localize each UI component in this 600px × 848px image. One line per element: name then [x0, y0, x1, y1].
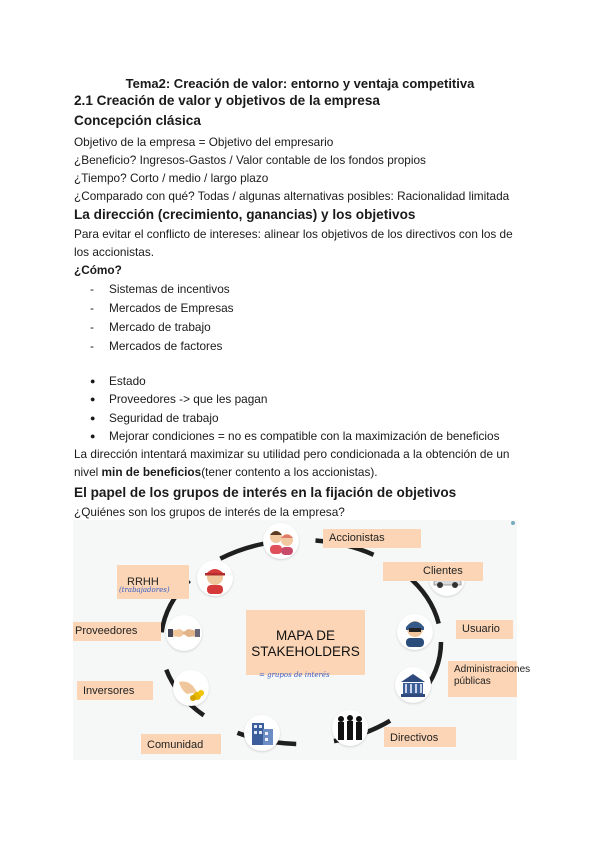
bullet-list-item: ● Estado — [90, 374, 146, 388]
section-heading-creacion-valor: 2.1 Creación de valor y objetivos de la empresa — [74, 93, 380, 108]
people-icon — [263, 523, 299, 559]
bullet-list-item: ● Proveedores -> que les pagan — [90, 392, 268, 406]
label-rrhh: RRHH — [117, 565, 189, 599]
paragraph-line: Para evitar el conflicto de intereses: alinear los objetivos de los directivos con los de — [74, 227, 513, 241]
bold-text: min de beneficios — [101, 465, 202, 479]
hand-coins-icon — [173, 670, 209, 706]
dash-list-item: - Mercados de factores — [90, 339, 223, 353]
stakeholder-map-figure — [73, 520, 531, 760]
label-proveedores: Proveedores — [73, 622, 161, 641]
label-administraciones-publicas: Administraciones públicas — [448, 661, 517, 697]
dash-list-item: - Mercados de Empresas — [90, 301, 234, 315]
center-title-box — [246, 610, 365, 675]
section-heading-grupos-interes: El papel de los grupos de interés en la fijación de objetivos — [74, 485, 457, 500]
bullet-list-item: ● Mejorar condiciones = no es compatible con la maximización de beneficios — [90, 429, 500, 443]
subheading-concepcion-clasica: Concepción clásica — [74, 113, 201, 128]
como-heading: ¿Cómo? — [74, 263, 122, 277]
label-usuario: Usuario — [456, 620, 513, 639]
label-inversores: Inversores — [77, 681, 153, 700]
government-building-icon — [395, 667, 431, 703]
city-buildings-icon — [244, 715, 280, 751]
handwritten-note-grupos-interes: = grupos de interés — [259, 671, 330, 679]
text-line: ¿Beneficio? Ingresos-Gastos / Valor contable de los fondos propios — [74, 153, 426, 167]
text-line: ¿Comparado con qué? Todas / algunas alternativas posibles: Racionalidad limitada — [74, 189, 510, 203]
question-line: ¿Quiénes son los grupos de interés de la empresa? — [74, 505, 345, 519]
bullet-list-item: ● Seguridad de trabajo — [90, 411, 219, 425]
dash-list-item: - Mercado de trabajo — [90, 320, 211, 334]
executives-group-icon — [332, 710, 368, 746]
text-line: ¿Tiempo? Corto / medio / largo plazo — [74, 171, 269, 185]
dash-list-item: - Sistemas de incentivos — [90, 282, 230, 296]
paragraph-line: La dirección intentará maximizar su utilidad pero condicionada a la obtención de un — [74, 447, 510, 461]
label-comunidad: Comunidad — [141, 734, 221, 754]
section-heading-direccion: La dirección (crecimiento, ganancias) y los objetivos — [74, 207, 416, 222]
text-line: Objetivo de la empresa = Objetivo del empresario — [74, 135, 334, 149]
user-helmet-icon — [397, 614, 433, 650]
handwritten-note-trabajadores: (trabajadores) — [119, 586, 170, 594]
label-clientes: Clientes — [383, 562, 483, 581]
center-title: MAPA DE STAKEHOLDERS — [251, 628, 360, 659]
worker-cap-icon — [197, 560, 233, 596]
document-title: Tema2: Creación de valor: entorno y ventaja competitiva — [125, 76, 475, 91]
paragraph-line: nivel min de beneficios(tener contento a los accionistas). — [74, 465, 378, 479]
paragraph-line: los accionistas. — [74, 245, 154, 259]
handshake-icon — [166, 615, 202, 651]
label-directivos: Directivos — [384, 727, 456, 747]
label-accionistas: Accionistas — [323, 529, 421, 548]
